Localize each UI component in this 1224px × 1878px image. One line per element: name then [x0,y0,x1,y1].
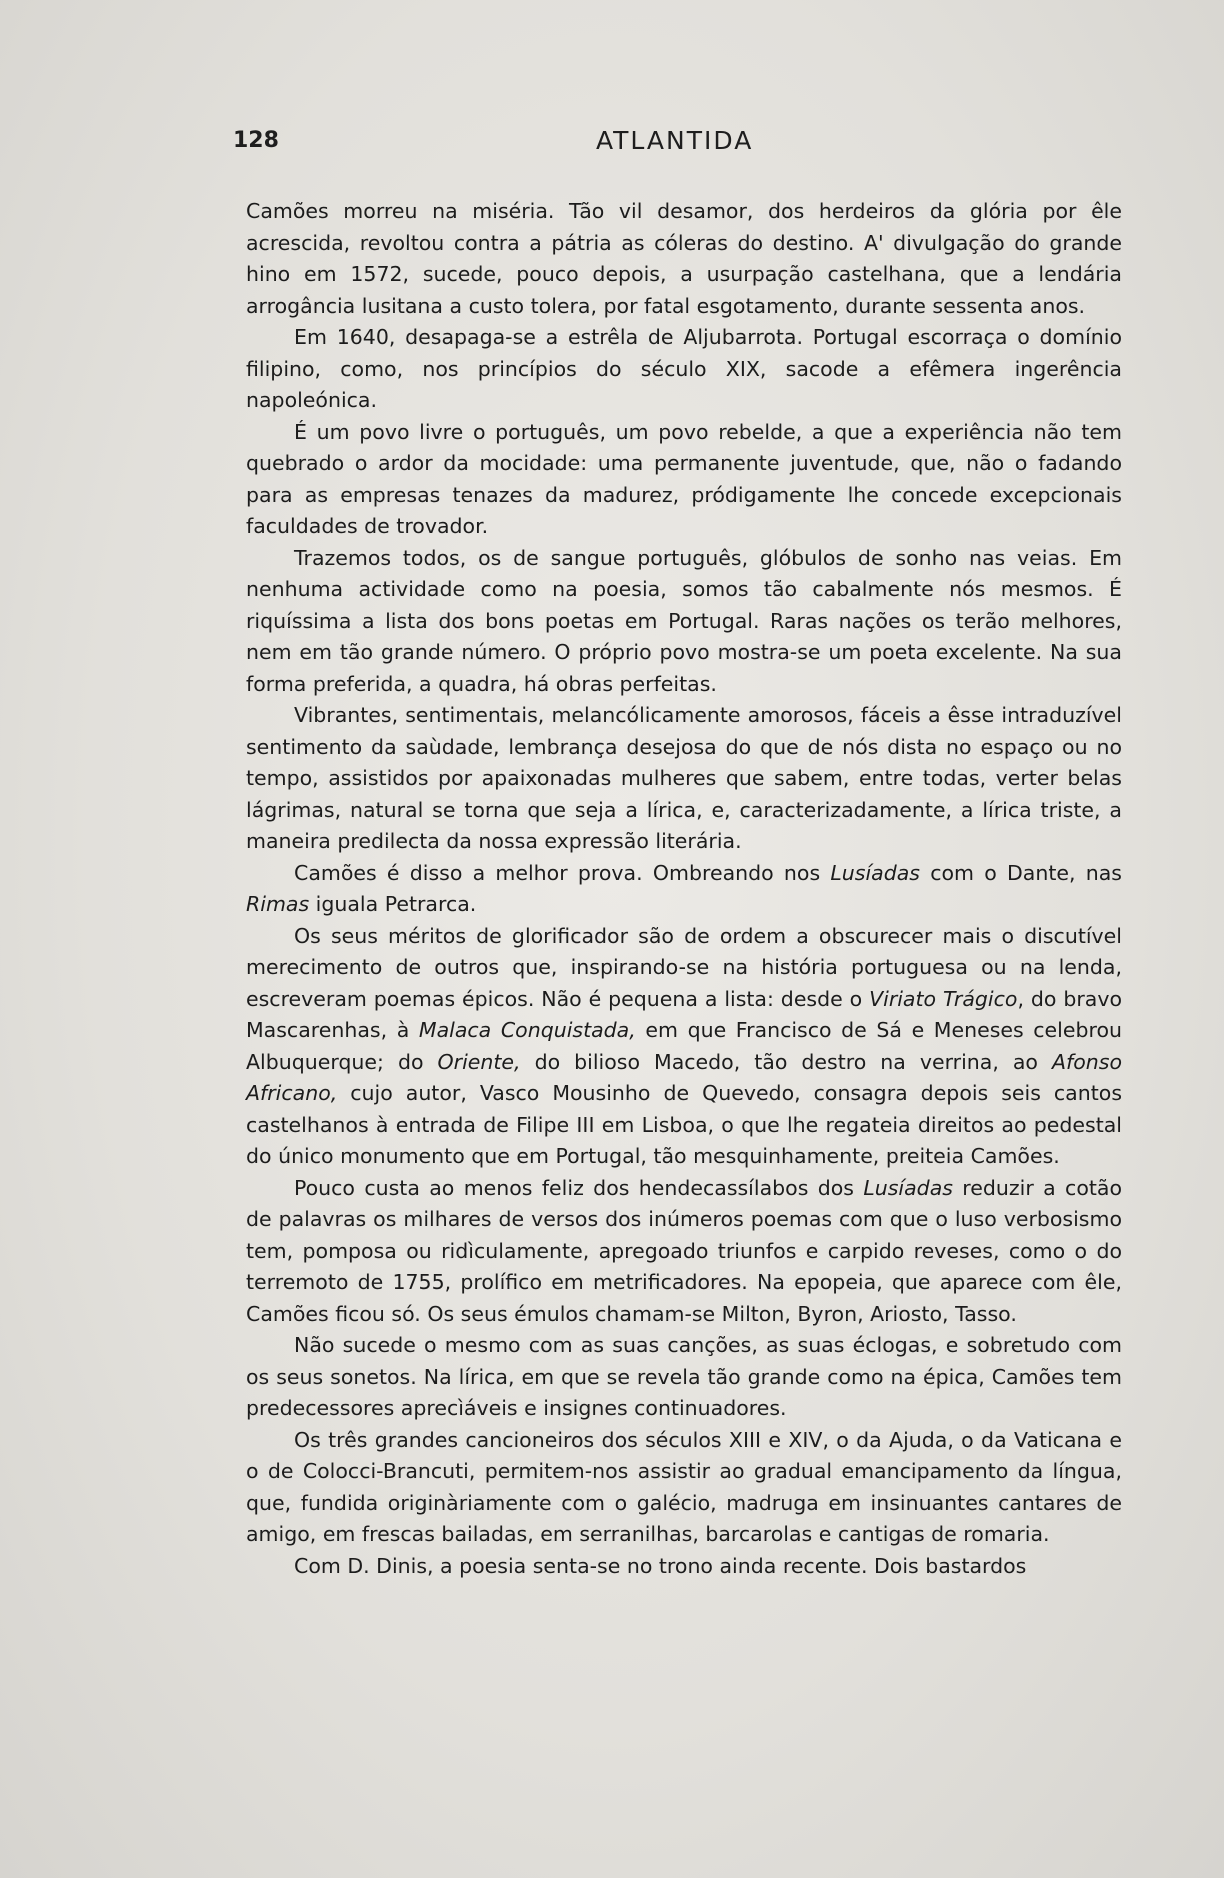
paragraph [246,196,1122,322]
page-number: 128 [233,128,279,153]
italic-title: Lusíadas [863,1175,953,1200]
text-run: reduzir a cotão de palavras os milhares de versos dos inúmeros poemas com que o luso verbosismo tem, pomposa ou ridìculamente, apregoado triunfos e carpido reveses, como o do terremoto de 1755, prolífico em metrificadores. Na epopeia, que aparece com êle, Camões ficou só. Os seus émulos chamam-se Milton, Byron, Ariosto, Tasso. [246,1175,1122,1326]
body-text [246,196,1122,1582]
text-run: Camões morreu na miséria. Tão vil desamor, dos herdeiros da glória por êle acrescida, revoltou contra a pátria as cóleras do destino. A' divulgação do grande hino em 1572, sucede, pouco depois, a usurpação castelhana, que a lendária arrogância lusitana a custo tolera, por fatal esgotamento, durante sessenta anos. [246,199,1122,318]
paragraph [246,417,1122,543]
italic-title: Malaca Conquistada, [418,1018,636,1042]
paragraph [246,322,1122,417]
text-run: Trazemos todos, os de sangue português, glóbulos de sonho nas veias. Em nenhuma actividade como na poesia, somos tão cabalmente nós mesmos. É riquíssima a lista dos bons poetas em Portugal. Raras nações os terão melhores, nem em tão grande número. O próprio povo mostra-se um poeta excelente. Na sua forma preferida, a quadra, há obras perfeitas. [246,545,1122,696]
paragraph [246,1173,1122,1331]
text-run: iguala Petrarca. [309,892,477,916]
text-run: Em 1640, desapaga-se a estrêla de Aljubarrota. Portugal escorraça o domínio filipino, como, nos princípios do século XIX, sacode a efêmera ingerência napoleónica. [246,325,1122,412]
paragraph [246,1330,1122,1425]
paragraph [246,1425,1122,1551]
text-run: com o Dante, nas [919,860,1122,885]
italic-title: Viriato Trágico [869,986,1018,1011]
text-run: Pouco custa ao menos feliz dos hendecassílabos dos [294,1175,864,1200]
italic-title: Lusíadas [830,860,920,885]
page-header [233,124,1113,164]
paragraph [246,921,1122,1173]
text-run: É um povo livre o português, um povo rebelde, a que a experiência não tem quebrado o ardor da mocidade: uma permanente juventude, que, não o fadando para as empresas tenazes da madurez, pródigamente lhe concede excepcionais faculdades de trovador. [246,419,1122,538]
italic-title: Oriente, [437,1049,521,1074]
italic-title: Rimas [246,892,310,916]
paragraph [246,700,1122,858]
text-run: Não sucede o mesmo com as suas canções, as suas éclogas, e sobretudo com os seus sonetos. Na lírica, em que se revela tão grande como na épica, Camões tem predecessores aprecìáveis e insignes continuadores. [246,1333,1122,1420]
text-run: Camões é disso a melhor prova. Ombreando nos [294,860,831,885]
text-run: em que Francisco de Sá e Meneses celebrou Albuquerque; do [246,1018,1122,1074]
text-run: do bilioso Macedo, tão destro na verrina, ao [520,1049,1052,1074]
text-run: , do bravo Mascarenhas, à [246,986,1122,1042]
text-run: Com D. Dinis, a poesia senta-se no trono ainda recente. Dois bastardos [294,1553,1027,1578]
paragraph [246,543,1122,701]
italic-title: Afonso Africano, [246,1049,1122,1105]
running-title: ATLANTIDA [596,126,754,155]
text-run: Os três grandes cancioneiros dos séculos XIII e XIV, o da Ajuda, o da Vaticana e o de Colocci-Brancuti, permitem-nos assistir ao gradual emancipamento da língua, que, fundida originàriamente com o galécio, madruga em insinuantes cantares de amigo, em frescas bailadas, em serranilhas, barcarolas e cantigas de romaria. [246,1427,1122,1546]
paragraph [246,1551,1122,1583]
text-run: cujo autor, Vasco Mousinho de Quevedo, consagra depois seis cantos castelhanos à entrada de Filipe III em Lisboa, o que lhe regateia direitos ao pedestal do único monumento que em Portugal, tão mesquinhamente, preiteia Camões. [246,1081,1122,1168]
paragraph [246,858,1122,921]
text-run: Vibrantes, sentimentais, melancólicamente amorosos, fáceis a êsse intraduzível sentimento da saùdade, lembrança desejosa do que de nós dista no espaço ou no tempo, assistidos por apaixonadas mulheres que sabem, entre todas, verter belas lágrimas, natural se torna que seja a lírica, e, caracterizadamente, a lírica triste, a maneira predilecta da nossa expressão literária. [246,703,1122,853]
text-run: Os seus méritos de glorificador são de ordem a obscurecer mais o discutível merecimento de outros que, inspirando-se na história portuguesa ou na lenda, escreveram poemas épicos. Não é pequena a lista: desde o [246,923,1122,1011]
